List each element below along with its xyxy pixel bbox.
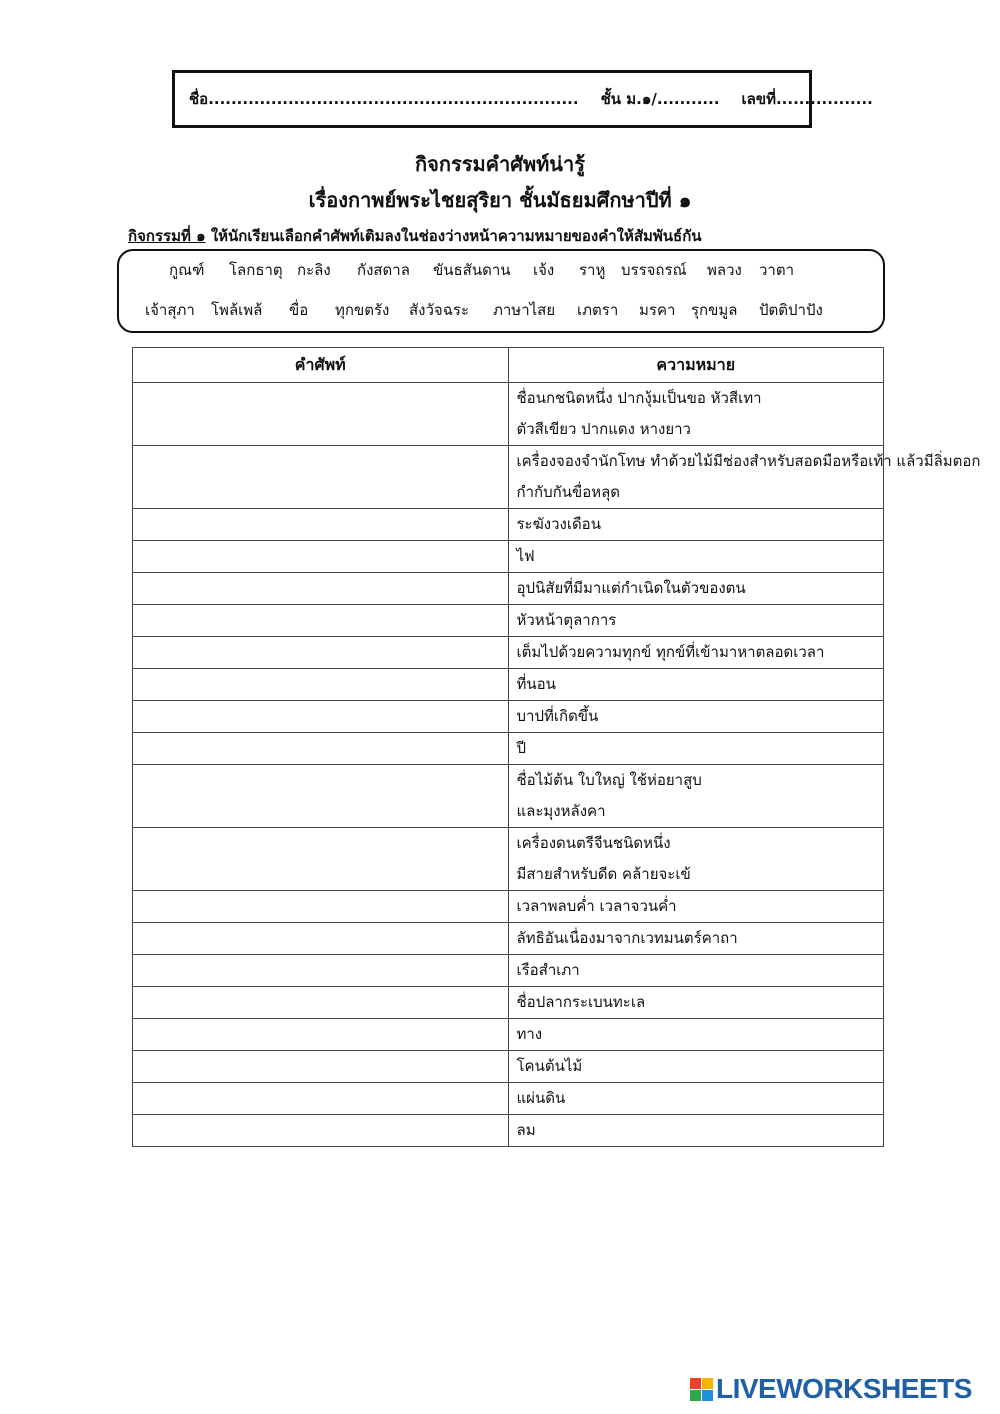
activity-instruction <box>128 224 702 248</box>
word-bank-item[interactable]: กูณฑ์ <box>169 261 205 279</box>
meaning-cell <box>508 828 884 891</box>
student-info-box <box>172 70 873 128</box>
word-bank-item[interactable]: เภตรา <box>577 301 619 319</box>
meaning-cell <box>508 605 884 637</box>
meaning-cell <box>508 891 884 923</box>
meaning-line: แผ่นดิน <box>516 1089 566 1107</box>
logo-square <box>702 1390 713 1401</box>
word-bank-item[interactable]: โลกธาตุ <box>229 261 283 279</box>
word-bank-item[interactable]: ทุกขตรัง <box>335 301 390 319</box>
meaning-line: ไฟ <box>516 547 535 565</box>
answer-cell[interactable] <box>133 891 509 923</box>
table-row <box>133 1051 884 1083</box>
meaning-line: เวลาพลบค่ำ เวลาจวนค่ำ <box>516 897 677 915</box>
answer-cell[interactable] <box>133 987 509 1019</box>
table-row <box>133 955 884 987</box>
meaning-line: ที่นอน <box>516 675 556 693</box>
table-row <box>133 987 884 1019</box>
word-bank-item[interactable]: กังสดาล <box>357 261 410 279</box>
meaning-cell <box>508 669 884 701</box>
table-row <box>133 1115 884 1147</box>
logo-square <box>690 1378 701 1389</box>
meaning-cell <box>508 1019 884 1051</box>
meaning-line: หัวหน้าตุลาการ <box>516 611 617 629</box>
meaning-line: ลัทธิอันเนื่องมาจากเวทมนตร์คาถา <box>516 929 738 947</box>
answer-cell[interactable] <box>133 509 509 541</box>
word-bank-row-1 <box>119 258 883 288</box>
logo-mark-icon <box>690 1378 713 1401</box>
meaning-cell <box>508 446 981 509</box>
meaning-cell <box>508 1115 884 1147</box>
meaning-line: มีสายสำหรับดีด คล้ายจะเข้ <box>516 865 691 883</box>
answer-cell[interactable] <box>133 701 509 733</box>
meaning-cell <box>508 733 884 765</box>
table-row <box>133 383 884 446</box>
word-bank-item[interactable]: ปัตติปาปัง <box>759 301 823 319</box>
table-row <box>133 605 884 637</box>
table-row <box>133 509 884 541</box>
meaning-line: ชื่อปลากระเบนทะเล <box>516 993 646 1011</box>
answer-cell[interactable] <box>133 383 509 446</box>
meaning-cell <box>508 955 884 987</box>
meaning-cell <box>508 1083 884 1115</box>
word-bank-item[interactable]: เจ้าสุภา <box>145 301 195 319</box>
meaning-cell <box>508 923 884 955</box>
meaning-cell <box>508 383 884 446</box>
meaning-line: เรือสำเภา <box>516 961 580 979</box>
meaning-line: เต็มไปด้วยความทุกข์ ทุกข์ที่เข้ามาหาตลอดเวลา <box>516 643 825 661</box>
table-row <box>133 541 884 573</box>
answer-cell[interactable] <box>133 637 509 669</box>
answer-cell[interactable] <box>133 733 509 765</box>
table-row <box>133 701 884 733</box>
logo-square <box>702 1378 713 1389</box>
word-bank-item[interactable]: ขันธสันดาน <box>433 261 511 279</box>
meaning-line: ลม <box>516 1121 536 1139</box>
table-row <box>133 446 884 509</box>
meaning-cell <box>508 637 884 669</box>
answer-cell[interactable] <box>133 605 509 637</box>
word-bank <box>117 249 885 333</box>
activity-number: กิจกรรมที่ ๑ <box>128 227 206 245</box>
meaning-line: ชื่อไม้ต้น ใบใหญ่ ใช้ห่อยาสูบ <box>516 771 702 789</box>
table-row <box>133 637 884 669</box>
table-row <box>133 923 884 955</box>
meaning-line: ชื่อนกชนิดหนึ่ง ปากงุ้มเป็นขอ หัวสีเทา <box>516 389 762 407</box>
meaning-line: ทาง <box>516 1025 543 1043</box>
liveworksheets-logo <box>690 1374 972 1404</box>
table-row <box>133 669 884 701</box>
table-row <box>133 573 884 605</box>
meaning-line: กำกับกันขื่อหลุด <box>516 483 621 501</box>
table-row <box>133 1083 884 1115</box>
number-field[interactable]: เลขที่................. <box>741 90 873 108</box>
word-bank-item[interactable]: ราหู <box>579 261 606 279</box>
answer-cell[interactable] <box>133 669 509 701</box>
word-bank-item[interactable]: โพล้เพล้ <box>211 301 263 319</box>
meaning-cell <box>508 765 884 828</box>
answer-cell[interactable] <box>133 1019 509 1051</box>
meaning-line: ปี <box>516 739 527 757</box>
table-row <box>133 765 884 828</box>
word-bank-item[interactable]: บรรจถรณ์ <box>621 261 687 279</box>
class-field[interactable]: ชั้น ม.๑/........... <box>600 90 720 108</box>
meaning-line: ตัวสีเขียว ปากแดง หางยาว <box>516 420 691 438</box>
word-bank-item[interactable]: ขื่อ <box>289 301 309 319</box>
word-bank-item[interactable]: เจ้ง <box>533 261 555 279</box>
word-bank-item[interactable]: ภาษาไสย <box>493 301 556 319</box>
meaning-line: บาปที่เกิดขึ้น <box>516 707 599 725</box>
answer-cell[interactable] <box>133 1051 509 1083</box>
answer-cell[interactable] <box>133 923 509 955</box>
table-row <box>133 733 884 765</box>
instruction-text: ให้นักเรียนเลือกคำศัพท์เติมลงในช่องว่างหน้าความหมายของคำให้สัมพันธ์กัน <box>205 227 702 245</box>
brand-name: LIVEWORKSHEETS <box>716 1373 972 1404</box>
answer-cell[interactable] <box>133 828 509 891</box>
meaning-cell <box>508 1051 884 1083</box>
answer-cell[interactable] <box>133 765 509 828</box>
vocabulary-table-body <box>133 383 981 1147</box>
column-header-word: คำศัพท์ <box>133 348 509 383</box>
word-bank-row-2 <box>119 298 883 328</box>
page-title: กิจกรรมคำศัพท์น่ารู้ <box>415 152 585 176</box>
meaning-cell <box>508 701 884 733</box>
meaning-line: และมุงหลังคา <box>516 802 606 820</box>
answer-cell[interactable] <box>133 541 509 573</box>
meaning-cell <box>508 987 884 1019</box>
word-bank-item[interactable]: พลวง <box>707 261 742 279</box>
column-header-meaning: ความหมาย <box>508 348 884 383</box>
vocabulary-table <box>132 347 981 1147</box>
meaning-cell <box>508 573 884 605</box>
meaning-line: เครื่องจองจำนักโทษ ทำด้วยไม้มีช่องสำหรับสอดมือหรือเท้า แล้วมีลิ่มตอก <box>516 452 981 470</box>
answer-cell[interactable] <box>133 955 509 987</box>
meaning-line: โคนต้นไม้ <box>516 1057 583 1075</box>
meaning-cell <box>508 509 884 541</box>
word-bank-item[interactable]: มรคา <box>639 301 676 319</box>
meaning-line: อุปนิสัยที่มีมาแต่กำเนิดในตัวของตน <box>516 579 746 597</box>
table-header-row <box>133 348 884 383</box>
word-bank-item[interactable]: รุกขมูล <box>691 301 738 319</box>
answer-cell[interactable] <box>133 1115 509 1147</box>
word-bank-item[interactable]: สังวัจฉระ <box>409 301 470 319</box>
answer-cell[interactable] <box>133 1083 509 1115</box>
word-bank-item[interactable]: วาตา <box>759 261 795 279</box>
table-row <box>133 891 884 923</box>
meaning-line: เครื่องดนตรีจีนชนิดหนึ่ง <box>516 834 671 852</box>
logo-square <box>690 1390 701 1401</box>
answer-cell[interactable] <box>133 573 509 605</box>
meaning-cell <box>508 541 884 573</box>
answer-cell[interactable] <box>133 446 509 509</box>
page-subtitle: เรื่องกาพย์พระไชยสุริยา ชั้นมัธยมศึกษาปีที่ ๑ <box>308 188 692 212</box>
table-row <box>133 828 884 891</box>
table-row <box>133 1019 884 1051</box>
meaning-line: ระฆังวงเดือน <box>516 515 601 533</box>
word-bank-item[interactable]: กะลิง <box>297 261 331 279</box>
name-field[interactable]: ชื่อ................................................................. <box>189 90 579 108</box>
